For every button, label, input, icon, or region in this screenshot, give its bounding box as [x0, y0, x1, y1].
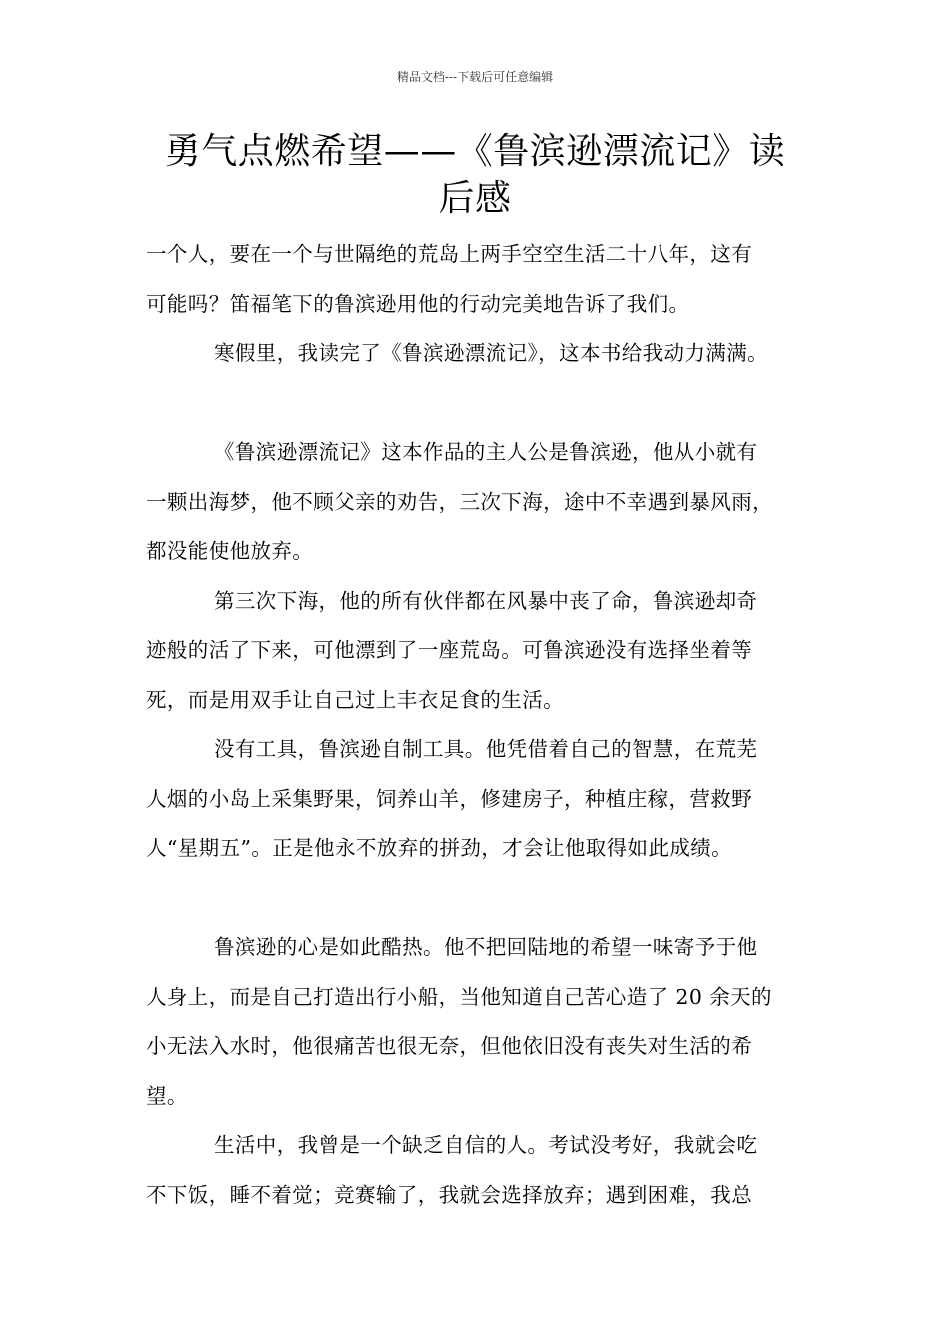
paragraph-2 — [146, 329, 826, 379]
page-header: 精品文档---下载后可任意编辑 — [396, 70, 554, 84]
paragraph-line: 一个人，要在一个与世隔绝的荒岛上两手空空生活二十八年，这有 — [146, 242, 753, 266]
paragraph-4 — [146, 577, 826, 726]
paragraph-line: 《鲁滨逊漂流记》这本作品的主人公是鲁滨逊，他从小就有 — [214, 440, 758, 464]
paragraph-line: 一颗出海梦，他不顾父亲的劝告，三次下海，途中不幸遇到暴风雨， — [146, 489, 773, 514]
paragraph-line: 鲁滨逊的心是如此酷热。他不把回陆地的希望一味寄予于他 — [214, 935, 758, 959]
paragraph-line: 望。 — [146, 1083, 188, 1108]
paragraph-6 — [146, 923, 826, 1121]
title-line-1: 勇气点燃希望——《鲁滨逊漂流记》读 — [164, 131, 786, 172]
paragraph-line: 人身上，而是自己打造出行小船，当他知道自己苦心造了 20 余天的 — [146, 984, 772, 1009]
paragraph-line: 人“星期五”。正是他永不放弃的拼劲，才会让他取得如此成绩。 — [146, 836, 733, 860]
paragraph-line: 可能吗？笛福笔下的鲁滨逊用他的行动完美地告诉了我们。 — [146, 291, 690, 316]
paragraph-3 — [146, 428, 826, 577]
paragraph-line: 小无法入水时，他很痛苦也很无奈，但他依旧没有丧失对生活的希 — [146, 1034, 753, 1058]
paragraph-line: 生活中，我曾是一个缺乏自信的人。考试没考好，我就会吃 — [214, 1133, 758, 1157]
document-title — [120, 128, 830, 222]
paragraph-line: 迹般的活了下来，可他漂到了一座荒岛。可鲁滨逊没有选择坐着等 — [146, 638, 753, 662]
blank-line — [146, 874, 826, 924]
paragraph-5 — [146, 725, 826, 874]
paragraph-line: 人烟的小岛上采集野果，饲养山羊，修建房子，种植庄稼，营救野 — [146, 786, 753, 811]
paragraph-line: 寒假里，我读完了《鲁滨逊漂流记》，这本书给我动力满满。 — [214, 341, 769, 365]
paragraph-7 — [146, 1121, 826, 1220]
title-line-2: 后感 — [438, 178, 512, 219]
paragraph-line: 没有工具，鲁滨逊自制工具。他凭借着自己的智慧，在荒芜 — [214, 737, 758, 761]
blank-line — [146, 379, 826, 429]
paragraph-line: 第三次下海，他的所有伙伴都在风暴中丧了命，鲁滨逊却奇 — [214, 588, 758, 613]
paragraph-1 — [146, 230, 826, 329]
paragraph-line: 死，而是用双手让自己过上丰衣足食的生活。 — [146, 687, 564, 712]
paragraph-line: 不下饭，睡不着觉；竞赛输了，我就会选择放弃；遇到困难，我总 — [146, 1182, 753, 1207]
document-body — [146, 230, 826, 1220]
paragraph-line: 都没能使他放弃。 — [146, 539, 314, 563]
